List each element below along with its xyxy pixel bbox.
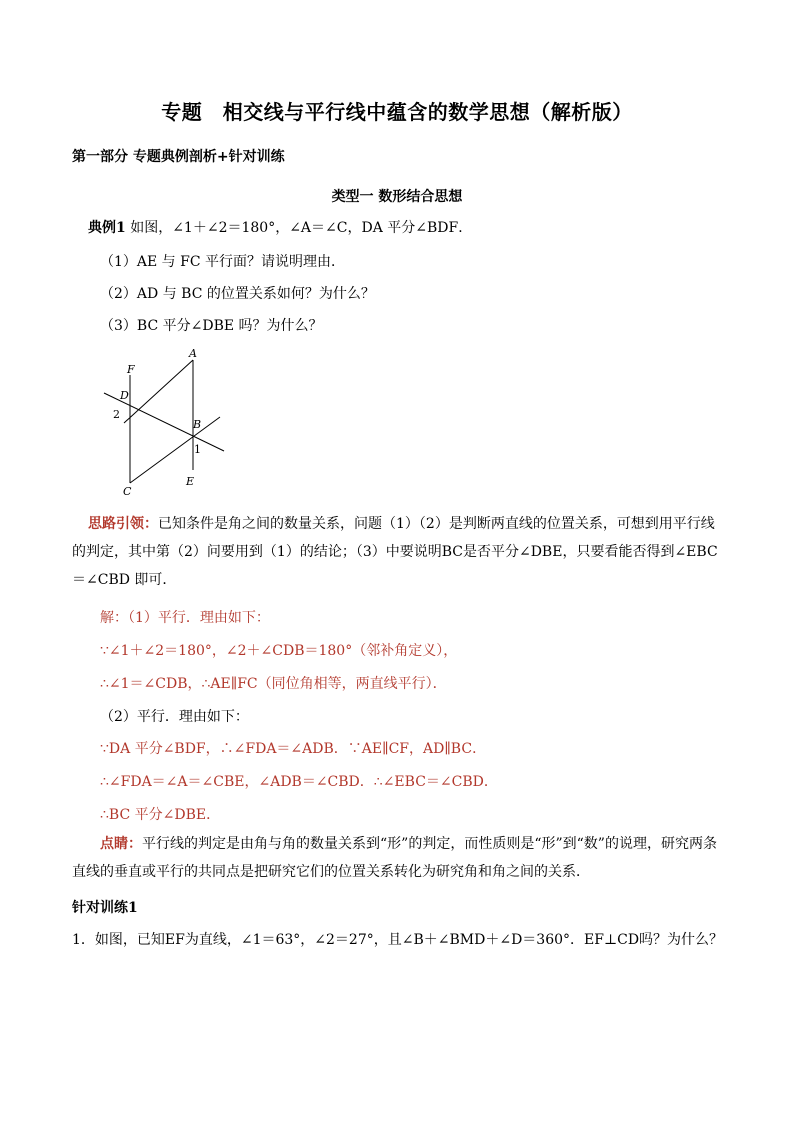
question-3: （3）BC 平分∠DBE 吗？为什么？ <box>100 318 323 334</box>
solution-line-4: （2）平行．理由如下： <box>100 709 249 725</box>
solution-line-2: ∵∠1＋∠2＝180°，∠2＋∠CDB＝180°（邻补角定义）， <box>100 643 458 659</box>
analysis-label: 思路引领： <box>88 516 158 532</box>
question-2: （2）AD 与 BC 的位置关系如何？为什么？ <box>100 286 375 302</box>
practice-heading: 针对训练1 <box>72 900 138 916</box>
label-a: A <box>189 347 197 360</box>
geometry-figure <box>100 345 240 500</box>
section-heading: 第一部分 专题典例剖析+针对训练 <box>72 149 285 165</box>
label-c: C <box>123 485 132 498</box>
analysis-text: 已知条件是角之间的数量关系，问题（1）（2）是判断两直线的位置关系，可想到用平行线的判定，其中第（2）问要用到（1）的结论；（3）中要说明BC是否平分∠DBE，只要看能否得到∠EBC＝∠CBD 即可． <box>72 516 718 588</box>
label-e: E <box>186 475 195 488</box>
page-title: 专题 相交线与平行线中蕴含的数学思想（解析版） <box>161 100 633 124</box>
label-b: B <box>193 418 202 431</box>
label-d: D <box>120 389 129 402</box>
comment-paragraph <box>72 830 722 886</box>
practice-question-1: 1．如图，已知EF为直线，∠1＝63°，∠2＝27°，且∠B＋∠BMD＋∠D＝360°．EF⊥CD吗？为什么？ <box>72 932 724 948</box>
solution-text-1: 解：（1）平行．理由如下： <box>100 610 270 626</box>
example-stem: 如图，∠1＋∠2＝180°，∠A＝∠C，DA 平分∠BDF． <box>130 220 473 236</box>
solution-line-1 <box>100 608 270 628</box>
solution-line-3: ∴∠1＝∠CDB，∴AE∥FC（同位角相等，两直线平行）． <box>100 676 447 692</box>
example-label: 典例1 <box>88 220 126 236</box>
solution-line-7: ∴BC 平分∠DBE． <box>100 807 221 823</box>
example-stem-line <box>88 218 472 238</box>
analysis-paragraph <box>72 510 722 594</box>
label-1: 1 <box>194 443 201 456</box>
comment-text: 平行线的判定是由角与角的数量关系到“形”的判定，而性质则是“形”到“数”的说理，研究两条直线的垂直或平行的共同点是把研究它们的位置关系转化为研究角和角之间的关系． <box>72 836 717 880</box>
label-2: 2 <box>113 408 120 421</box>
solution-line-5: ∵DA 平分∠BDF，∴∠FDA＝∠ADB．∵AE∥CF，AD∥BC． <box>100 741 487 757</box>
label-f: F <box>127 363 135 376</box>
solution-line-6: ∴∠FDA＝∠A＝∠CBE，∠ADB＝∠CBD．∴∠EBC＝∠CBD． <box>100 774 498 790</box>
type-heading: 类型一 数形结合思想 <box>331 189 463 205</box>
comment-label: 点睛： <box>100 836 142 852</box>
question-1: （1）AE 与 FC 平行面？请说明理由． <box>100 254 346 270</box>
